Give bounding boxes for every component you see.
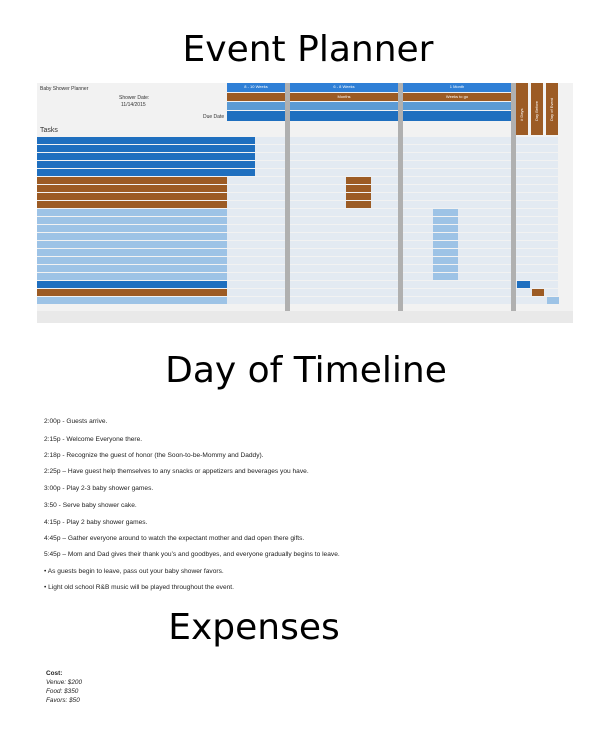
gantt-bar [433, 273, 458, 280]
grid-cell [227, 257, 285, 264]
grid-cell [290, 193, 398, 200]
grid-cell [516, 185, 558, 192]
grid-cell [227, 273, 285, 280]
task-row-bar [37, 185, 227, 192]
gantt-bar [227, 161, 255, 168]
sheet-bottom-strip [37, 311, 573, 323]
grid-cell [227, 233, 285, 240]
gantt-bar [547, 297, 559, 304]
timeline-item: 4:15p - Play 2 baby shower games. [44, 519, 148, 526]
grid-cell [516, 145, 558, 152]
grid-cell [403, 145, 511, 152]
grid-cell [516, 241, 558, 248]
grid-cell [516, 161, 558, 168]
grid-cell [516, 233, 558, 240]
tasks-label: Tasks [40, 127, 58, 134]
grid-cell [290, 201, 398, 208]
task-row-bar [37, 137, 227, 144]
expenses-heading: Cost: [46, 670, 63, 677]
expense-item: Food: $350 [46, 688, 79, 695]
grid-cell [403, 169, 511, 176]
timeline-item: 2:00p - Guests arrive. [44, 418, 108, 425]
vheader-day-of-event: Day of Event [549, 98, 554, 121]
task-row-bar [37, 209, 227, 216]
grid-cell [290, 153, 398, 160]
grid-cell [290, 257, 398, 264]
grid-cell [227, 217, 285, 224]
task-row-bar [37, 193, 227, 200]
task-row-bar [37, 161, 227, 168]
grid-cell [516, 257, 558, 264]
period-header-2: 6 - 8 Weeks [290, 83, 398, 92]
task-row-bar [37, 145, 227, 152]
grid-cell [516, 217, 558, 224]
grid-cell [516, 273, 558, 280]
section-title-expenses: Expenses [168, 607, 340, 648]
grid-cell [290, 217, 398, 224]
grid-cell [516, 137, 558, 144]
gantt-bar [433, 241, 458, 248]
grid-cell [403, 289, 511, 296]
week-header-1 [290, 102, 398, 110]
task-row-bar [37, 257, 227, 264]
grid-cell [227, 249, 285, 256]
grid-cell [290, 225, 398, 232]
timeline-item: 2:25p – Have guest help themselves to any snacks or appetizers and beverages you have. [44, 468, 309, 475]
task-row-bar [37, 225, 227, 232]
grid-cell [403, 297, 511, 304]
task-row-bar [37, 273, 227, 280]
vheader-days: # Days [519, 108, 524, 121]
grid-cell [227, 241, 285, 248]
grid-cell [516, 249, 558, 256]
expense-item: Favors: $50 [46, 697, 80, 704]
grid-cell [403, 153, 511, 160]
section-title-day-of-timeline: Day of Timeline [165, 350, 447, 391]
gantt-bar [433, 249, 458, 256]
task-row-bar [37, 201, 227, 208]
grid-cell [290, 249, 398, 256]
gantt-bar [532, 289, 544, 296]
week-header-0 [227, 102, 285, 110]
unit-header-2: Weeks to go [403, 93, 511, 101]
grid-cell [290, 273, 398, 280]
grid-cell [516, 169, 558, 176]
gantt-bar [346, 177, 371, 184]
grid-cell [290, 241, 398, 248]
grid-cell [516, 153, 558, 160]
task-row-bar [37, 153, 227, 160]
gantt-bar [433, 257, 458, 264]
timeline-item: 5:45p – Mom and Dad gives their thank you’s and goodbyes, and everyone gradually begins to leave. [44, 551, 340, 558]
week-header-2 [403, 102, 511, 110]
grid-cell [516, 193, 558, 200]
timeline-item: • As guests begin to leave, pass out your baby shower favors. [44, 568, 224, 575]
gantt-bar [433, 217, 458, 224]
task-row-bar [37, 289, 227, 296]
gantt-bar [346, 193, 371, 200]
timeline-item: 2:15p - Welcome Everyone there. [44, 436, 143, 443]
grid-cell [290, 161, 398, 168]
page-title-event-planner: Event Planner [182, 29, 434, 70]
gantt-bar [227, 153, 255, 160]
grid-cell [403, 193, 511, 200]
gantt-bar [433, 225, 458, 232]
gantt-bar [227, 145, 255, 152]
date-header-2 [403, 111, 511, 121]
due-date-label: Due Date [203, 114, 225, 120]
grid-cell [227, 297, 285, 304]
gantt-bar [227, 137, 255, 144]
date-header-1 [290, 111, 398, 121]
grid-cell [403, 177, 511, 184]
gantt-bar [346, 201, 371, 208]
grid-cell [290, 169, 398, 176]
grid-cell [516, 225, 558, 232]
unit-header-0 [227, 93, 285, 101]
gantt-bar [227, 169, 255, 176]
sheet-title: Baby Shower Planner [40, 86, 89, 92]
grid-cell [290, 137, 398, 144]
timeline-item: 2:18p - Recognize the guest of honor (the Soon-to-be-Mommy and Daddy). [44, 452, 264, 459]
task-row-bar [37, 217, 227, 224]
grid-cell [290, 185, 398, 192]
period-header-1: 8 - 10 Weeks [227, 83, 285, 92]
expense-item: Venue: $200 [46, 679, 83, 686]
grid-cell [403, 185, 511, 192]
gantt-bar [433, 209, 458, 216]
vheader-day-before: Day Before [534, 100, 539, 121]
grid-cell [290, 265, 398, 272]
grid-cell [290, 209, 398, 216]
timeline-item: 4:45p – Gather everyone around to watch the expectant mother and dad open there gifts. [44, 535, 305, 542]
grid-cell [516, 201, 558, 208]
unit-header-1: Months [290, 93, 398, 101]
grid-cell [403, 161, 511, 168]
grid-cell [403, 137, 511, 144]
grid-cell [290, 233, 398, 240]
grid-cell [290, 289, 398, 296]
gantt-bar [346, 185, 371, 192]
grid-cell [290, 297, 398, 304]
task-row-bar [37, 241, 227, 248]
task-row-bar [37, 281, 227, 288]
gantt-bar [433, 233, 458, 240]
grid-cell [403, 281, 511, 288]
period-header-3: 1 Month [403, 83, 511, 92]
grid-cell [227, 225, 285, 232]
task-row-bar [37, 249, 227, 256]
gantt-bar [517, 281, 530, 288]
grid-cell [516, 209, 558, 216]
task-row-bar [37, 297, 227, 304]
grid-cell [227, 265, 285, 272]
gantt-bar [433, 265, 458, 272]
grid-cell [227, 201, 285, 208]
grid-cell [227, 281, 285, 288]
grid-cell [227, 185, 285, 192]
timeline-item: 3:00p - Play 2-3 baby shower games. [44, 485, 154, 492]
timeline-item: 3:50 - Serve baby shower cake. [44, 502, 137, 509]
timeline-item: • Light old school R&B music will be played throughout the event. [44, 584, 234, 591]
task-row-bar [37, 177, 227, 184]
grid-cell [516, 265, 558, 272]
grid-cell [290, 145, 398, 152]
task-row-bar [37, 233, 227, 240]
task-row-bar [37, 265, 227, 272]
grid-cell [403, 201, 511, 208]
grid-cell [290, 177, 398, 184]
shower-date-value: 11/14/2015 [121, 102, 146, 108]
grid-cell [516, 177, 558, 184]
grid-cell [227, 177, 285, 184]
date-header-0 [227, 111, 285, 121]
gantt-sheet [37, 83, 573, 323]
grid-cell [227, 209, 285, 216]
grid-cell [227, 193, 285, 200]
task-row-bar [37, 169, 227, 176]
grid-cell [290, 281, 398, 288]
shower-date-label: Shower Date: [119, 95, 150, 101]
grid-cell [227, 289, 285, 296]
